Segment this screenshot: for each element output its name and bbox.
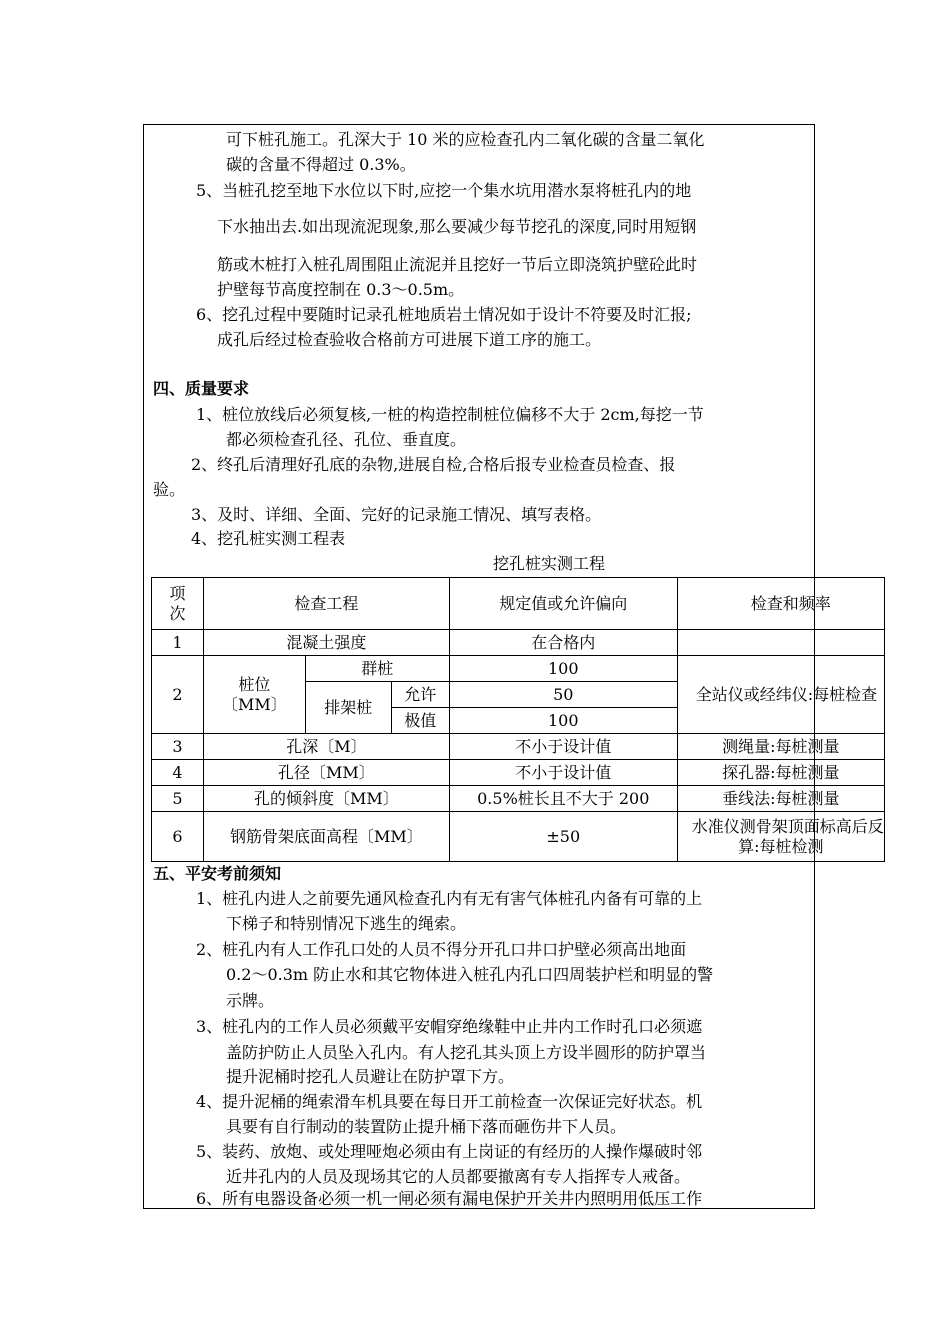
- header-cell: 项次: [152, 578, 204, 630]
- text-line: 5、装药、放炮、或处理哑炮必须由有上岗证的有经历的人操作爆破时邻: [196, 1142, 703, 1161]
- table-row: [152, 760, 885, 786]
- cell-no: 5: [152, 786, 204, 812]
- cell-item: 孔深〔M〕: [204, 734, 450, 760]
- cell-spec: 不小于设计值: [449, 760, 677, 786]
- text-line: 6、挖孔过程中要随时记录孔桩地质岩土情况如于设计不符要及时汇报;: [196, 305, 692, 324]
- header-cell: [677, 578, 884, 630]
- text-line: 提升泥桶时挖孔人员避让在防护罩下方。: [226, 1067, 515, 1086]
- cell-spec: 0.5%桩长且不大于 200: [449, 786, 677, 812]
- cell-spec: 不小于设计值: [449, 734, 677, 760]
- cell-spec: 50: [449, 682, 677, 708]
- cell-method: 测绳量:每桩测量: [677, 734, 884, 760]
- table-row: [152, 812, 885, 862]
- text-line: 1、桩孔内进人之前要先通风检查孔内有无有害气体桩孔内备有可靠的上: [196, 889, 703, 908]
- cell-method: 探孔器:每桩测量: [677, 760, 884, 786]
- table-caption: 挖孔桩实测工程: [493, 554, 606, 573]
- text-line: 3、及时、详细、全面、完好的记录施工情况、填写表格。: [191, 505, 602, 524]
- cell-item: 孔的倾斜度〔MM〕: [204, 786, 450, 812]
- table-row: [152, 734, 885, 760]
- text-line: 验。: [153, 480, 186, 499]
- header-cell: 检查工程: [204, 578, 450, 630]
- cell-sub: 排架桩: [305, 682, 391, 734]
- cell-no: 4: [152, 760, 204, 786]
- cell-no: 2: [152, 656, 204, 734]
- table-row: [152, 786, 885, 812]
- table-header-row: [152, 578, 885, 630]
- cell-item: 桩位〔MM〕: [204, 656, 306, 734]
- text-line: 近井孔内的人员及现场其它的人员都要撤离有专人指挥专人戒备。: [226, 1167, 691, 1186]
- table-row: [152, 630, 885, 656]
- text-line: 2、桩孔内有人工作孔口处的人员不得分开孔口井口护壁必须高出地面: [196, 940, 687, 959]
- cell-spec: 100: [449, 656, 677, 682]
- text-line: 具要有自行制动的装置防止提升桶下落而砸伤井下人员。: [226, 1117, 627, 1136]
- method-text: 全站仪或经纬仪:每桩检查: [695, 684, 878, 704]
- measurement-table: [151, 577, 885, 862]
- text-line: 下水抽出去.如出现流泥现象,那么要减少每节挖孔的深度,同时用短钢: [217, 217, 697, 236]
- text-line: 5、当桩孔挖至地下水位以下时,应挖一个集水坑用潜水泵将桩孔内的地: [196, 181, 692, 200]
- text-line: 盖防护防止人员坠入孔内。有人挖孔其头顶上方设半圆形的防护罩当: [226, 1043, 707, 1062]
- cell-method: [677, 812, 884, 862]
- text-line: 下梯子和特别情况下逃生的绳索。: [226, 914, 467, 933]
- cell-spec: ±50: [449, 812, 677, 862]
- text-line: 示牌。: [226, 991, 275, 1010]
- text-line: 护壁每节高度控制在 0.3～0.5m。: [217, 280, 465, 299]
- text-line: 筋或木桩打入桩孔周围阻止流泥并且挖好一节后立即浇筑护壁砼此时: [217, 255, 698, 274]
- text-line: 2、终孔后清理好孔底的杂物,进展自检,合格后报专业检查员检查、报: [191, 455, 676, 474]
- table-row: [152, 656, 885, 682]
- text-line: 都必须检查孔径、孔位、垂直度。: [226, 430, 467, 449]
- section-heading: 四、质量要求: [153, 379, 250, 398]
- cell-sub: 允许: [391, 682, 449, 708]
- text-line: 可下桩孔施工。孔深大于 10 米的应检查孔内二氧化碳的含量二氧化: [226, 130, 705, 149]
- cell-item: 钢筋骨架底面高程〔MM〕: [204, 812, 450, 862]
- cell-spec: 100: [449, 708, 677, 734]
- cell-sub: 群桩: [305, 656, 449, 682]
- header-cell: 规定值或允许偏向: [449, 578, 677, 630]
- text-line: 3、桩孔内的工作人员必须戴平安帽穿绝缘鞋中止井内工作时孔口必须遮: [196, 1017, 703, 1036]
- cell-method: [677, 630, 884, 656]
- cell-item: 孔径〔MM〕: [204, 760, 450, 786]
- cell-method: 垂线法:每桩测量: [677, 786, 884, 812]
- text-line: 0.2～0.3m 防止水和其它物体进入桩孔内孔口四周装护栏和明显的警: [226, 965, 714, 984]
- header-text: 检查和频率: [750, 593, 831, 613]
- text-line: 1、桩位放线后必须复核,一桩的构造控制桩位偏移不大于 2cm,每挖一节: [196, 405, 704, 424]
- cell-item: 混凝土强度: [204, 630, 450, 656]
- cell-no: 3: [152, 734, 204, 760]
- section-heading: 五、平安考前须知: [153, 864, 282, 883]
- cell-sub: 极值: [391, 708, 449, 734]
- text-line: 碳的含量不得超过 0.3%。: [226, 155, 416, 174]
- cell-no: 1: [152, 630, 204, 656]
- cell-spec: 在合格内: [449, 630, 677, 656]
- cell-method: [677, 656, 884, 734]
- method-text: 算:每桩检测: [738, 836, 824, 856]
- cell-no: 6: [152, 812, 204, 862]
- text-line: 4、挖孔桩实测工程表: [191, 529, 346, 548]
- text-line: 6、所有电器设备必须一机一闸必须有漏电保护开关井内照明用低压工作: [196, 1189, 703, 1208]
- text-line: 4、提升泥桶的绳索滑车机具要在每日开工前检查一次保证完好状态。机: [196, 1092, 703, 1111]
- text-line: 成孔后经过检查验收合格前方可进展下道工序的施工。: [217, 330, 602, 349]
- method-text: 水准仪测骨架顶面标高后反: [691, 816, 884, 836]
